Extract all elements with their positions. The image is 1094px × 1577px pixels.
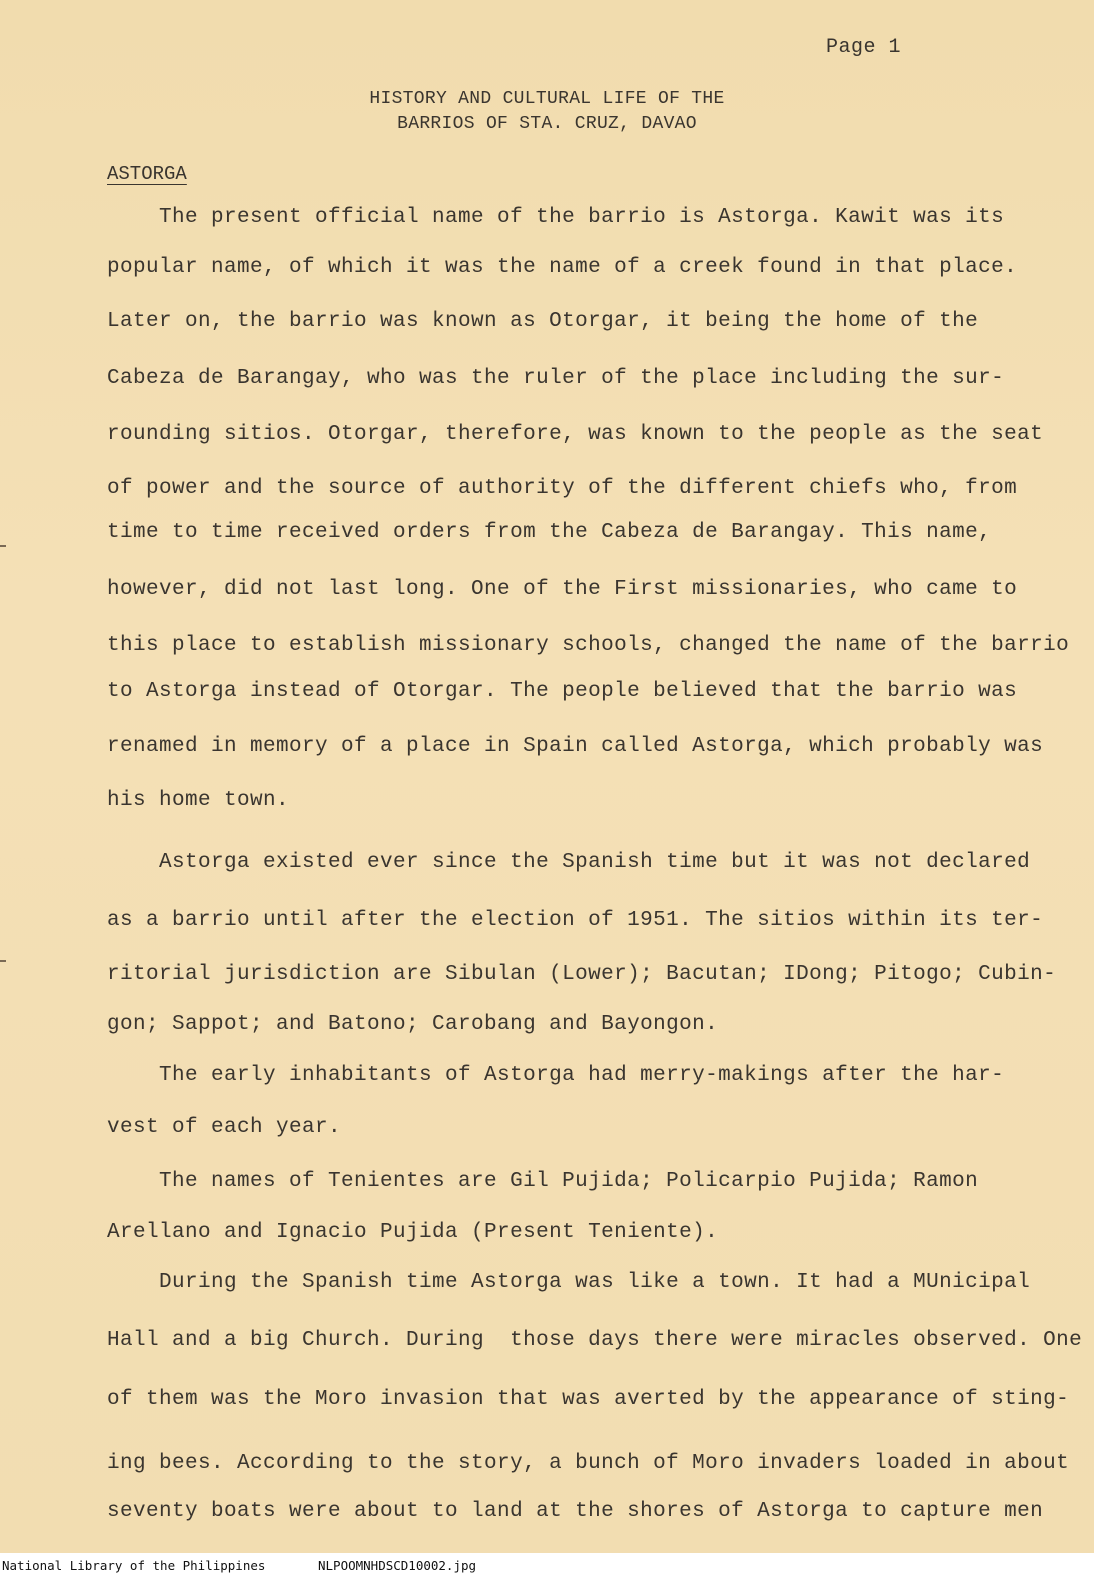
text-line: Astorga existed ever since the Spanish time but it was not declared: [107, 851, 1031, 874]
text-line: vest of each year.: [107, 1116, 342, 1139]
text-line: Cabeza de Barangay, who was the ruler of the place including the sur-: [107, 367, 1005, 390]
footer-source: National Library of the Philippines: [2, 1558, 266, 1573]
text-line: Hall and a big Church. During those days there were miracles observed. One: [107, 1329, 1083, 1352]
page-number: Page 1: [826, 36, 902, 59]
text-line: ritorial jurisdiction are Sibulan (Lower); Bacutan; IDong; Pitogo; Cubin-: [107, 963, 1057, 986]
text-line: of power and the source of authority of the different chiefs who, from: [107, 477, 1018, 500]
text-line: of them was the Moro invasion that was averted by the appearance of sting-: [107, 1388, 1070, 1411]
text-line: time to time received orders from the Cabeza de Barangay. This name,: [107, 521, 992, 544]
text-line: gon; Sappot; and Batono; Carobang and Bayongon.: [107, 1013, 719, 1036]
text-line: popular name, of which it was the name of a creek found in that place.: [107, 256, 1018, 279]
footer-filename: NLPOOMNHDSCD10002.jpg: [318, 1558, 477, 1573]
text-line: however, did not last long. One of the First missionaries, who came to: [107, 578, 1018, 601]
text-line: as a barrio until after the election of 1951. The sitios within its ter-: [107, 909, 1044, 932]
text-line: seventy boats were about to land at the shores of Astorga to capture men: [107, 1500, 1044, 1523]
text-line: Later on, the barrio was known as Otorgar, it being the home of the: [107, 310, 979, 333]
margin-mark: [0, 545, 6, 547]
document-title-line-2: BARRIOS OF STA. CRUZ, DAVAO: [397, 114, 697, 134]
text-line: ing bees. According to the story, a bunch of Moro invaders loaded in about: [107, 1452, 1070, 1475]
document-title-line-1: HISTORY AND CULTURAL LIFE OF THE: [369, 89, 725, 109]
text-line: his home town.: [107, 789, 290, 812]
text-line: During the Spanish time Astorga was like a town. It had a MUnicipal: [107, 1271, 1031, 1294]
text-line: The names of Tenientes are Gil Pujida; Policarpio Pujida; Ramon: [107, 1170, 979, 1193]
section-heading: ASTORGA: [107, 163, 187, 185]
image-footer: [0, 1553, 1094, 1577]
text-line: Arellano and Ignacio Pujida (Present Teniente).: [107, 1221, 719, 1244]
text-line: rounding sitios. Otorgar, therefore, was known to the people as the seat: [107, 423, 1044, 446]
margin-mark: [0, 960, 6, 962]
text-line: to Astorga instead of Otorgar. The people believed that the barrio was: [107, 680, 1018, 703]
text-line: renamed in memory of a place in Spain called Astorga, which probably was: [107, 735, 1044, 758]
text-line: The early inhabitants of Astorga had merry-makings after the har-: [107, 1064, 1005, 1087]
text-line: The present official name of the barrio is Astorga. Kawit was its: [107, 206, 1005, 229]
text-line: this place to establish missionary schools, changed the name of the barrio: [107, 634, 1070, 657]
